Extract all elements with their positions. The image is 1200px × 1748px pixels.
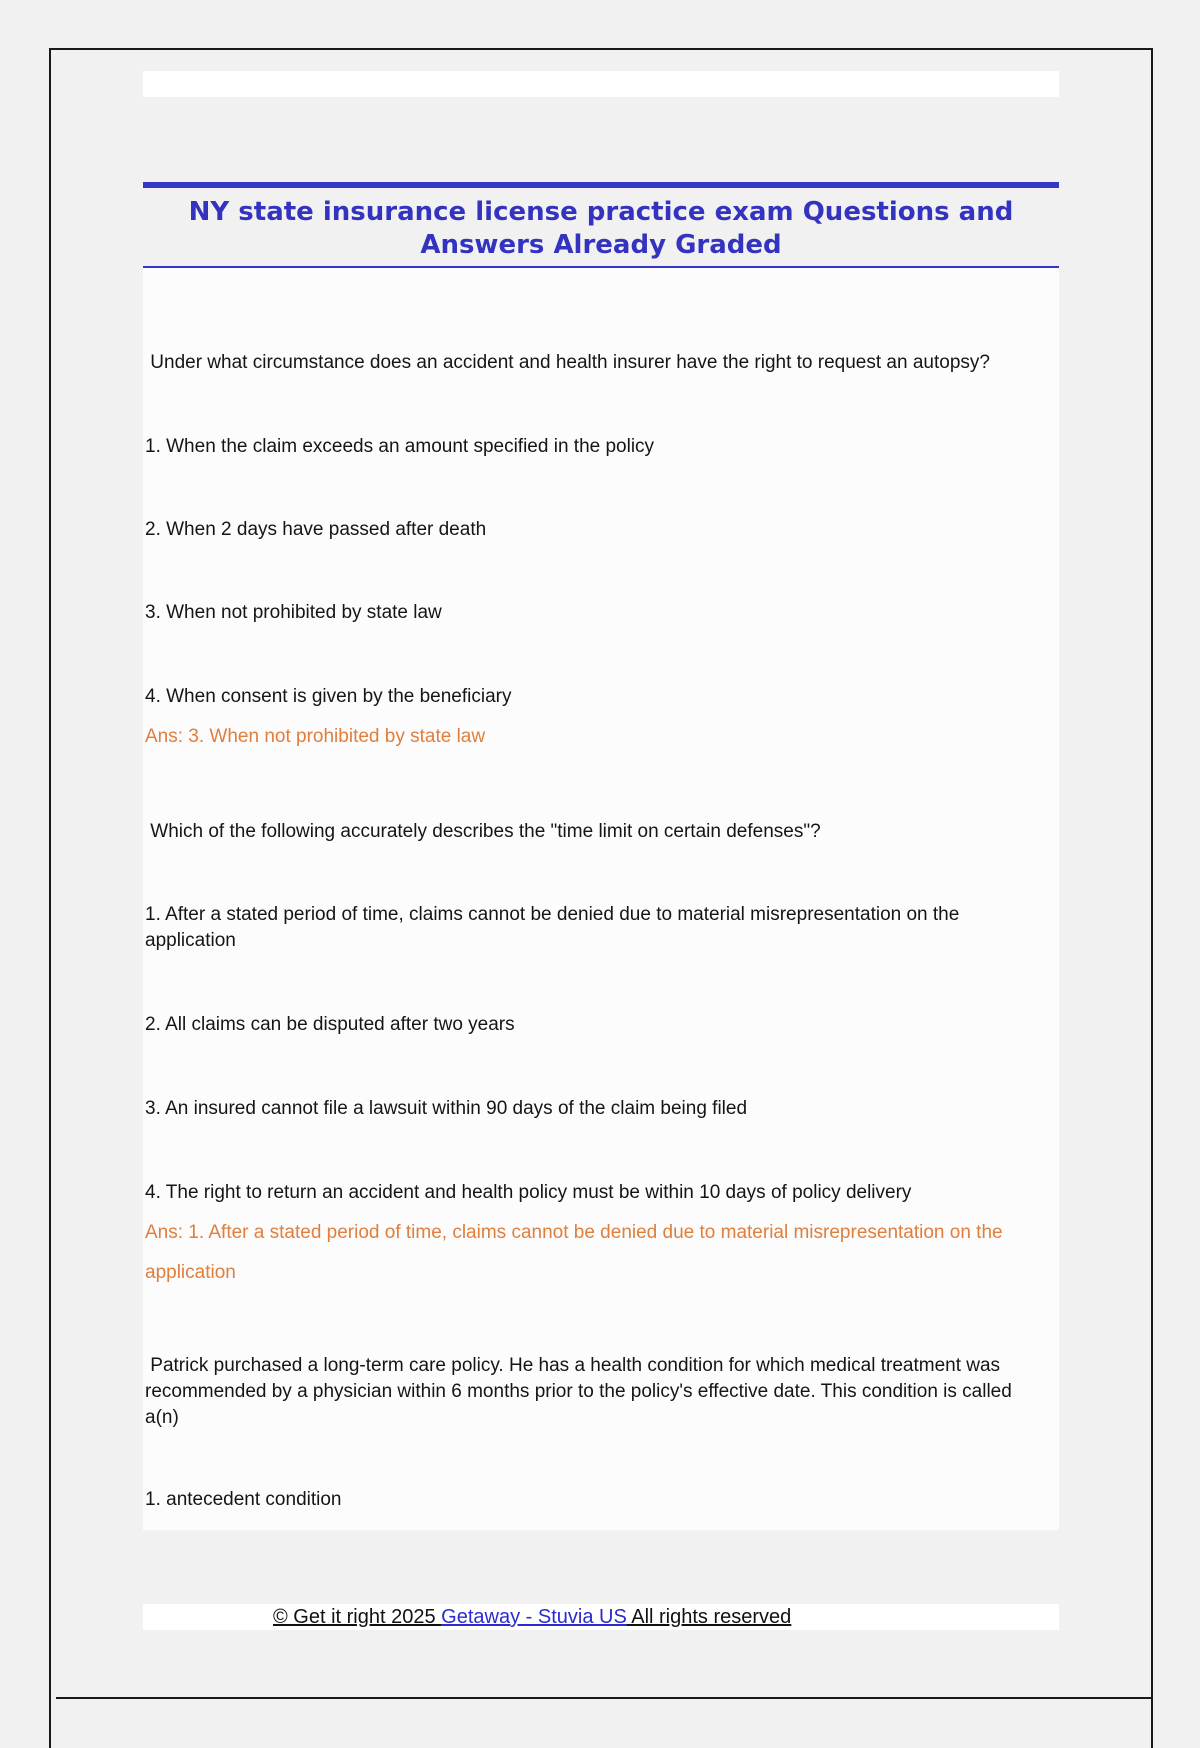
option-item: 4. The right to return an accident and health policy must be within 10 days of policy delivery — [145, 1182, 912, 1203]
question-text: Under what circumstance does an accident and health insurer have the right to request an autopsy? — [145, 352, 990, 373]
question-text: Which of the following accurately describes the "time limit on certain defenses"? — [145, 821, 821, 842]
option-item: 2. When 2 days have passed after death — [145, 519, 487, 540]
option-item: 1. antecedent condition — [145, 1489, 342, 1510]
footer-suffix: All rights reserved — [626, 1606, 792, 1628]
answer-text: Ans: 3. When not prohibited by state law — [145, 726, 486, 747]
title-block — [143, 182, 1059, 268]
header-strip — [143, 71, 1059, 97]
option-item: 1. When the claim exceeds an amount specified in the policy — [145, 436, 655, 457]
option-item: 2. All claims can be disputed after two years — [145, 1014, 515, 1035]
footer-copyright — [273, 1604, 791, 1630]
footer-prefix: © Get it right 2025 — [273, 1606, 442, 1628]
footer-link[interactable]: Getaway - Stuvia US — [441, 1606, 627, 1628]
option-item: 4. When consent is given by the beneficiary — [145, 686, 512, 707]
page-title: NY state insurance license practice exam Questions and Answers Already Graded — [188, 197, 1014, 260]
question-text: Patrick purchased a long-term care policy. He has a health condition for which medical treatment was recommended by a physician within 6 months prior to the policy's effective date. This condition is called a(n) — [145, 1355, 1018, 1428]
document-body — [143, 268, 1059, 1530]
option-item: 3. An insured cannot file a lawsuit within 90 days of the claim being filed — [145, 1098, 748, 1119]
answer-text: Ans: 1. After a stated period of time, claims cannot be denied due to material misrepresentation on the application — [145, 1222, 1003, 1283]
option-item: 3. When not prohibited by state law — [145, 602, 442, 623]
option-item: 1. After a stated period of time, claims cannot be denied due to material misrepresentation on the application — [145, 904, 965, 951]
bottom-rule — [56, 1697, 1152, 1699]
